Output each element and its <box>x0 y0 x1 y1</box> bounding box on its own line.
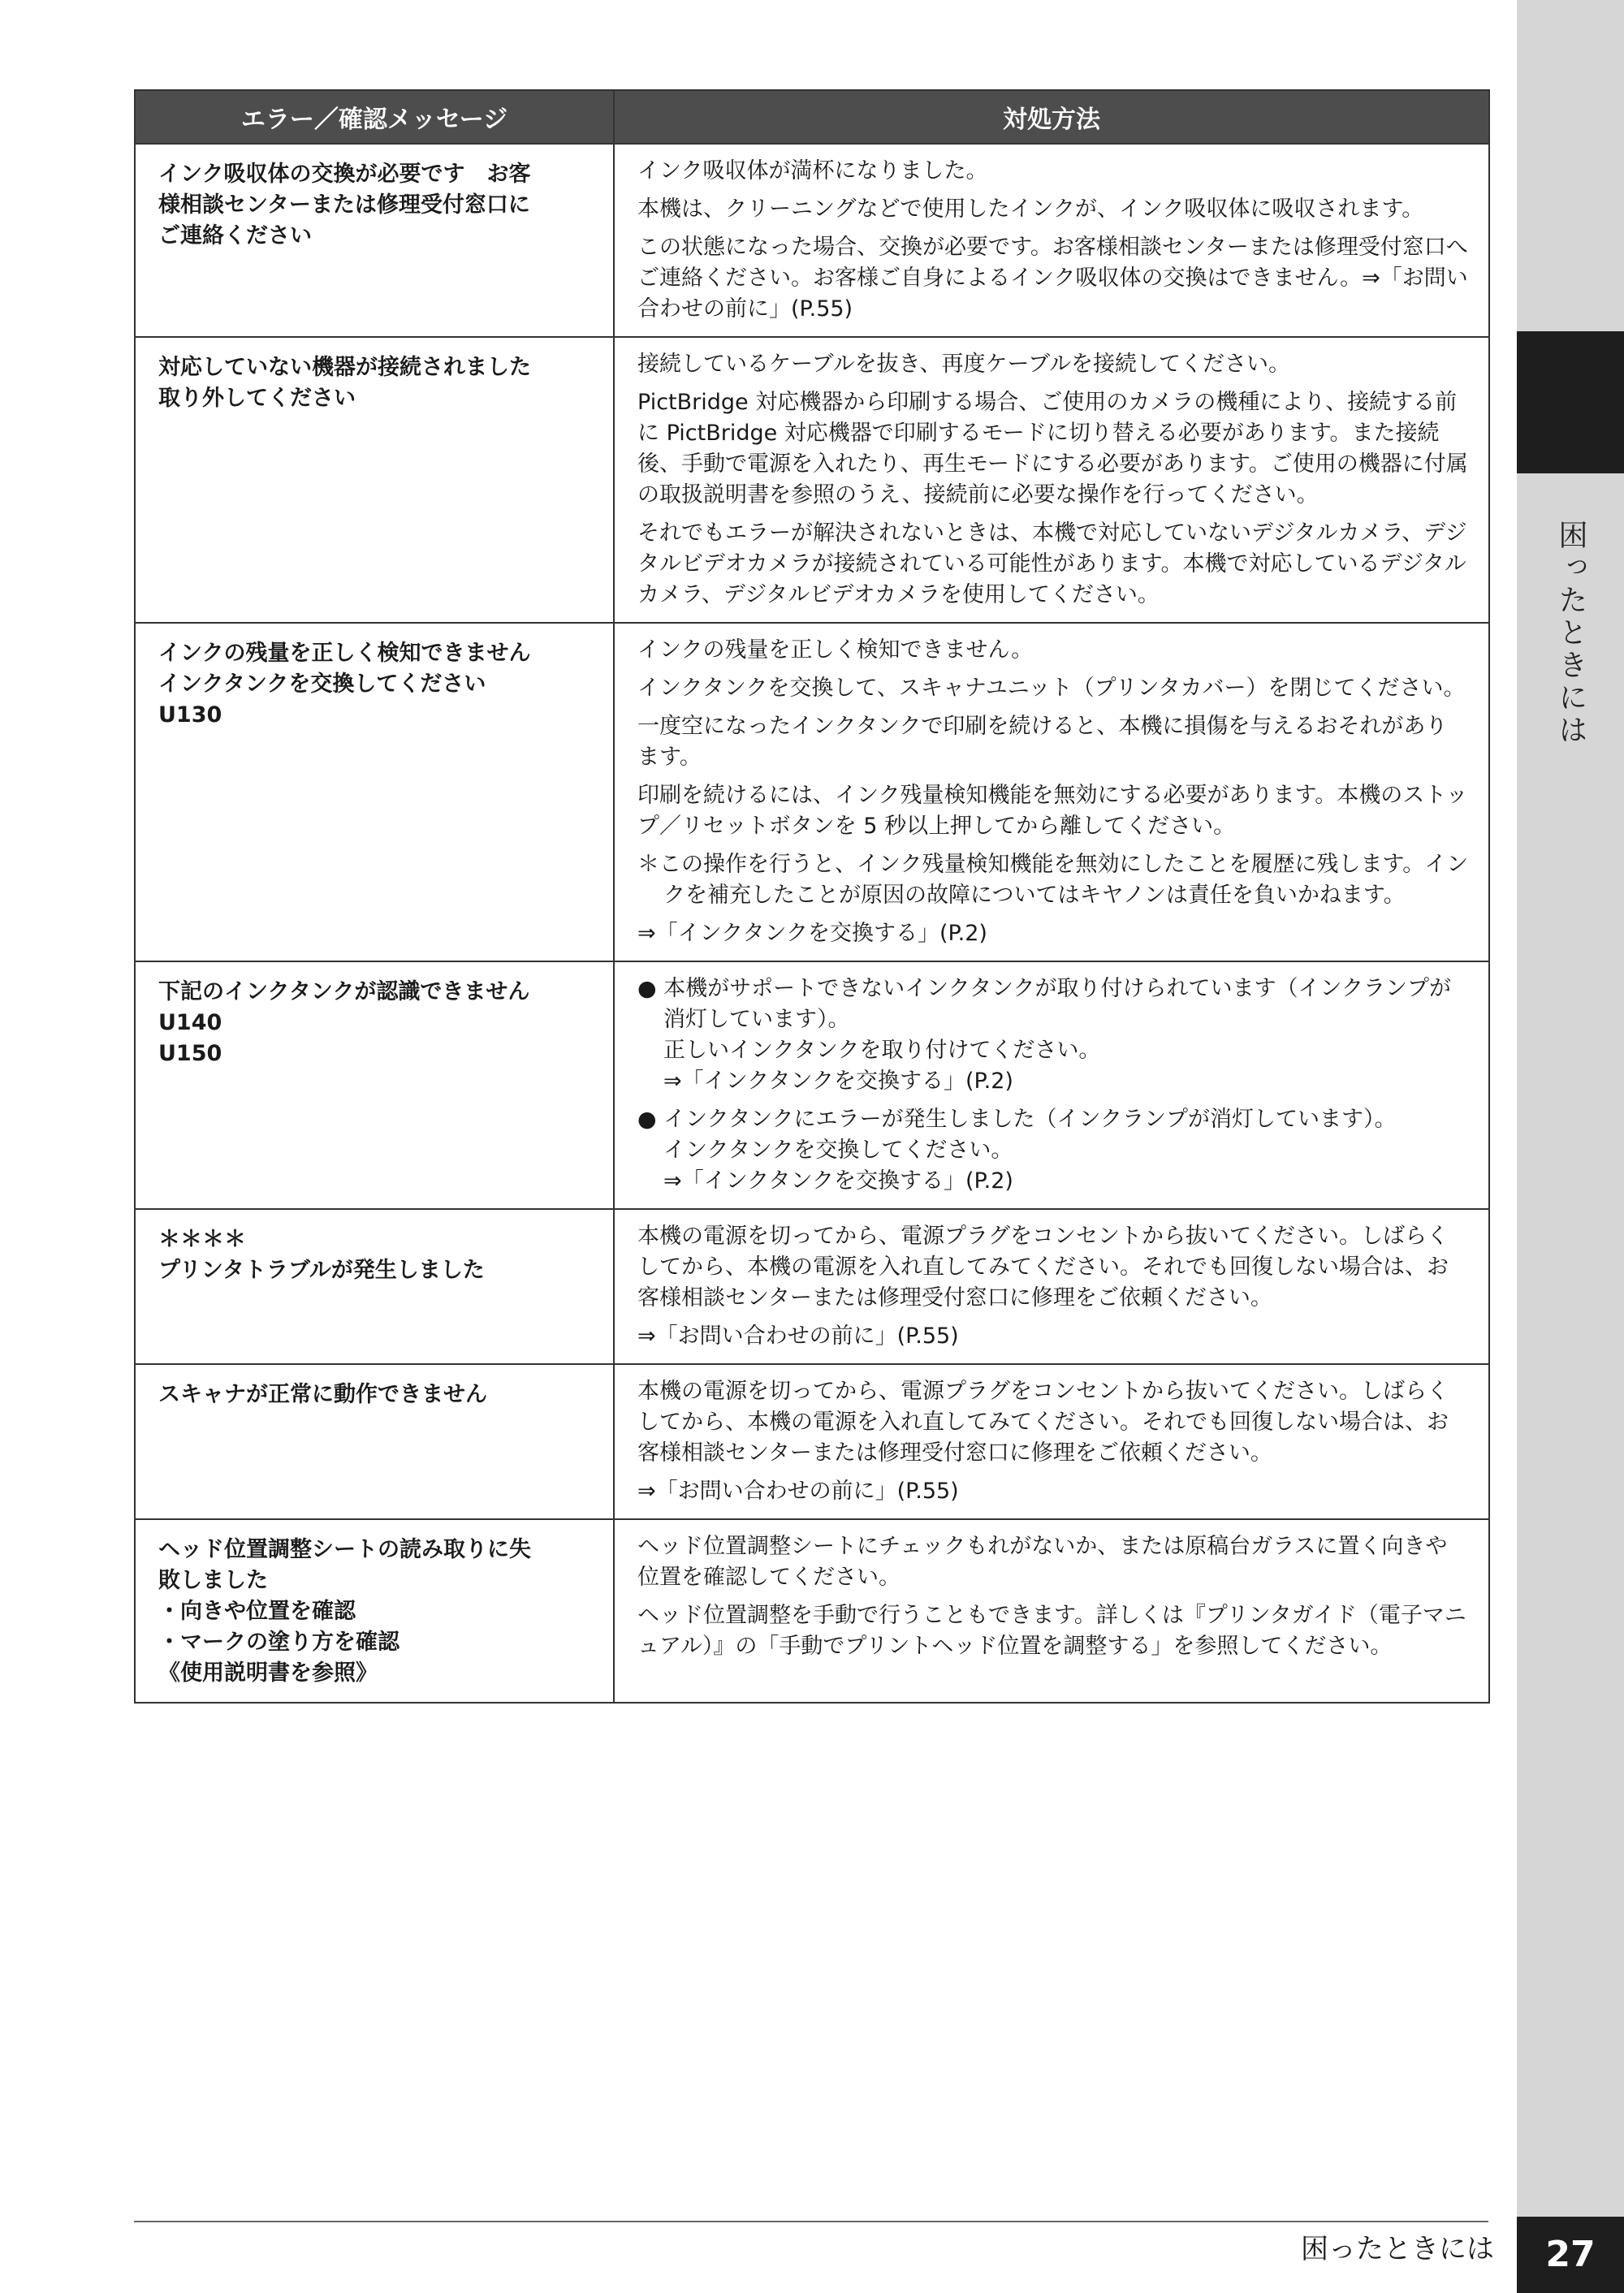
action-cell <box>614 1519 1489 1703</box>
action-cell <box>614 144 1489 337</box>
bullet-lead: インクタンクにエラーが発生しました（インクランプが消灯しています）。 <box>663 1107 1397 1132</box>
action-paragraph: 本機の電源を切ってから、電源プラグをコンセントから抜いてください。しばらくしてから、本機の電源を入れ直してみてください。それでも回復しない場合は、お客様相談センターまたは修理受付窓口に修理をご依頼ください。 <box>637 1224 1449 1311</box>
action-paragraph: 印刷を続けるには、インク残量検知機能を無効にする必要があります。本機のストップ／リセットボタンを 5 秒以上押してから離してください。 <box>637 783 1468 839</box>
action-reference-link[interactable]: ⇒「インクタンクを交換する」(P.2) <box>663 1168 1013 1194</box>
action-paragraph: PictBridge 対応機器から印刷する場合、ご使用のカメラの機種により、接続する前に PictBridge 対応機器で印刷するモードに切り替える必要があります。また接続後、手動で電源を入れたり、再生モードにする必要があります。ご使用の機器に付属の取扱説明書を参照のうえ、接続前に必要な操作を行ってください。 <box>637 390 1468 507</box>
chapter-tab-marker <box>1517 331 1624 473</box>
error-code: U150 <box>158 1041 222 1066</box>
table-row <box>135 1209 1489 1364</box>
chapter-side-label: 困ったときには <box>1554 520 1587 747</box>
action-reference-link[interactable]: ⇒「インクタンクを交換する」(P.2) <box>637 921 987 946</box>
error-line: 下記のインクタンクが認識できません <box>158 979 530 1004</box>
error-cell <box>135 1519 614 1703</box>
footer-rule <box>134 2221 1488 2222</box>
footer-section-title: 困ったときには <box>1301 2233 1494 2265</box>
page-number: 27 <box>1517 2217 1624 2293</box>
action-reference-link[interactable]: ⇒「お問い合わせの前に」(P.55) <box>637 1324 959 1349</box>
error-cell <box>135 961 614 1209</box>
error-cell <box>135 337 614 623</box>
action-reference-link[interactable]: ⇒「インクタンクを交換する」(P.2) <box>663 1069 1013 1094</box>
action-cell <box>614 337 1489 623</box>
action-paragraph: 本機は、クリーニングなどで使用したインクが、インク吸収体に吸収されます。 <box>637 196 1424 222</box>
error-code: U140 <box>158 1010 222 1035</box>
table-row <box>135 337 1489 623</box>
action-bullet <box>637 1104 1469 1197</box>
error-line: ・向きや位置を確認 <box>158 1599 356 1624</box>
error-line: ご連絡ください <box>158 223 312 248</box>
bullet-lead: 本機がサポートできないインクタンクが取り付けられています（インクランプが消灯しています）。 <box>663 976 1451 1032</box>
action-paragraph: インク吸収体が満杯になりました。 <box>637 158 988 184</box>
action-cell <box>614 1209 1489 1364</box>
error-message-table <box>134 89 1490 1704</box>
table-row <box>135 961 1489 1209</box>
action-reference-link[interactable]: ⇒「お問い合わせの前に」(P.55) <box>637 1479 959 1504</box>
table-row <box>135 1364 1489 1519</box>
table-row <box>135 1519 1489 1703</box>
error-line: 対応していない機器が接続されました <box>158 355 531 380</box>
action-paragraph: それでもエラーが解決されないときは、本機で対応していないデジタルカメラ、デジタルビデオカメラが接続されている可能性があります。本機で対応しているデジタルカメラ、デジタルビデオカメラを使用してください。 <box>637 520 1467 607</box>
error-cell <box>135 1364 614 1519</box>
action-note: ＊この操作を行うと、インク残量検知機能を無効にしたことを履歴に残します。インクを補充したことが原因の故障についてはキヤノンは責任を負いかねます。 <box>637 852 1469 908</box>
error-line: インクの残量を正しく検知できません <box>158 641 531 666</box>
action-paragraph: 本機の電源を切ってから、電源プラグをコンセントから抜いてください。しばらくしてから、本機の電源を入れ直してみてください。それでも回復しない場合は、お客様相談センターまたは修理受付窓口に修理をご依頼ください。 <box>637 1379 1449 1466</box>
bullet-sub-line: 正しいインクタンクを取り付けてください。 <box>663 1038 1101 1063</box>
error-cell <box>135 144 614 337</box>
error-line: 敗しました <box>158 1568 268 1593</box>
error-line: インク吸収体の交換が必要です お客 <box>158 162 531 187</box>
action-paragraph: インクの残量を正しく検知できません。 <box>637 637 1034 663</box>
action-paragraph: 一度空になったインクタンクで印刷を続けると、本機に損傷を与えるおそれがあります。 <box>637 714 1448 770</box>
action-cell <box>614 623 1489 961</box>
error-cell <box>135 623 614 961</box>
bullet-dot-icon: ● <box>637 1107 657 1132</box>
error-line: インクタンクを交換してください <box>158 671 486 697</box>
error-line: ヘッド位置調整シートの読み取りに失 <box>158 1537 531 1562</box>
error-cell <box>135 1209 614 1364</box>
header-action: 対処方法 <box>614 90 1489 144</box>
action-paragraph: この状態になった場合、交換が必要です。お客様相談センターまたは修理受付窓口へご連絡ください。お客様ご自身によるインク吸収体の交換はできません。⇒「お問い合わせの前に」(P.55) <box>637 235 1468 322</box>
action-paragraph: 接続しているケーブルを抜き、再度ケーブルを接続してください。 <box>637 352 1291 377</box>
bullet-sub-line: インクタンクを交換してください。 <box>663 1138 1013 1163</box>
error-code: U130 <box>158 702 222 728</box>
bullet-dot-icon: ● <box>637 976 657 1001</box>
error-line: プリンタトラブルが発生しました <box>158 1258 485 1283</box>
error-line: 《使用説明書を参照》 <box>158 1660 378 1686</box>
action-cell <box>614 1364 1489 1519</box>
action-paragraph: ヘッド位置調整シートにチェックもれがないか、または原稿台ガラスに置く向きや位置を確認してください。 <box>637 1534 1448 1590</box>
error-code: ＊＊＊＊ <box>158 1227 246 1252</box>
table-row <box>135 623 1489 961</box>
table-row <box>135 144 1489 337</box>
action-paragraph: インクタンクを交換して、スキャナユニット（プリンタカバー）を閉じてください。 <box>637 676 1466 701</box>
action-cell <box>614 961 1489 1209</box>
table-header-row <box>135 90 1489 144</box>
header-error-message: エラー／確認メッセージ <box>135 90 614 144</box>
action-bullet <box>637 974 1469 1097</box>
error-line: ・マークの塗り方を確認 <box>158 1630 400 1655</box>
error-line: スキャナが正常に動作できません <box>158 1382 487 1407</box>
action-paragraph: ヘッド位置調整を手動で行うこともできます。詳しくは『プリンタガイド（電子マニュアル）』の「手動でプリントヘッド位置を調整する」を参照してください。 <box>637 1603 1466 1659</box>
error-line: 取り外してください <box>158 386 356 411</box>
error-line: 様相談センターまたは修理受付窓口に <box>158 192 530 218</box>
